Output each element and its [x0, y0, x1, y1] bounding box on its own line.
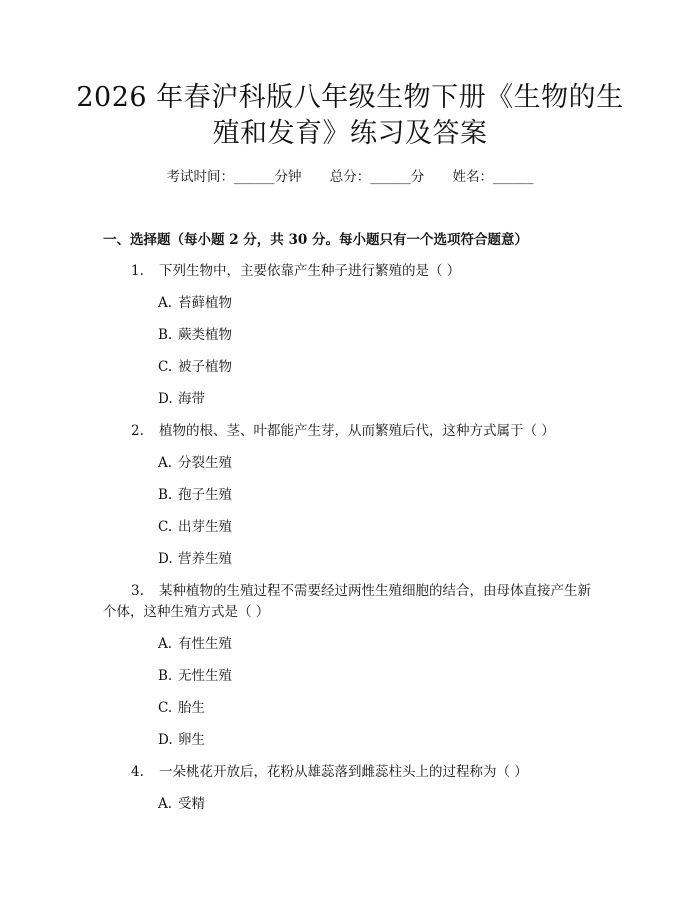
option-text: 无性生殖	[178, 668, 232, 684]
option-text: 胎生	[178, 700, 205, 716]
option-text: 分裂生殖	[178, 455, 232, 471]
option-3b	[158, 667, 232, 685]
option-3d	[158, 731, 205, 749]
option-3a	[158, 635, 232, 653]
option-2c	[158, 518, 232, 536]
option-1a	[158, 294, 232, 312]
option-text: 苔藓植物	[178, 295, 232, 311]
option-text: 出芽生殖	[178, 519, 232, 535]
question-number: 2.	[131, 423, 144, 439]
section-heading: 一、选择题（每小题 2 分，共 30 分。每小题只有一个选项符合题意）	[103, 232, 528, 248]
question-3-continued	[103, 603, 269, 621]
option-label: A.	[158, 295, 173, 311]
option-4a	[158, 795, 205, 813]
option-2a	[158, 454, 232, 472]
option-label: D.	[158, 391, 173, 407]
option-text: 有性生殖	[178, 636, 232, 652]
option-text: 蕨类植物	[178, 327, 232, 343]
question-number: 3.	[131, 583, 144, 599]
option-text: 卵生	[178, 732, 205, 748]
option-text: 孢子生殖	[178, 487, 232, 503]
question-4	[131, 763, 528, 781]
option-2d	[158, 550, 232, 568]
option-2b	[158, 486, 232, 504]
title-line-1: 2026 年春沪科版八年级生物下册《生物的生	[76, 82, 624, 113]
option-label: B.	[158, 327, 173, 343]
option-label: C.	[158, 519, 173, 535]
question-2	[131, 422, 555, 440]
option-1d	[158, 390, 205, 408]
option-text: 被子植物	[178, 359, 232, 375]
option-1c	[158, 358, 232, 376]
option-label: A.	[158, 636, 173, 652]
option-label: D.	[158, 551, 173, 567]
option-label: C.	[158, 359, 173, 375]
exam-time: 考试时间：______分钟	[166, 169, 302, 185]
question-text: 植物的根、茎、叶都能产生芽，从而繁殖后代，这种方式属于（ ）	[159, 423, 555, 439]
option-3c	[158, 699, 205, 717]
question-1	[131, 262, 460, 280]
title-line-2: 殖和发育》练习及答案	[212, 118, 488, 149]
option-label: B.	[158, 487, 173, 503]
option-1b	[158, 326, 232, 344]
option-label: B.	[158, 668, 173, 684]
exam-score: 总分：______分	[329, 169, 425, 185]
question-text: 某种植物的生殖过程不需要经过两性生殖细胞的结合，由母体直接产生新	[159, 583, 591, 599]
option-label: C.	[158, 700, 173, 716]
question-number: 1.	[131, 263, 144, 279]
question-3	[131, 582, 591, 600]
option-text: 营养生殖	[178, 551, 232, 567]
question-text: 下列生物中，主要依靠产生种子进行繁殖的是（ ）	[159, 263, 461, 279]
option-label: A.	[158, 455, 173, 471]
question-text: 一朵桃花开放后，花粉从雄蕊落到雌蕊柱头上的过程称为（ ）	[159, 764, 528, 780]
exam-info	[0, 168, 700, 186]
document-title	[60, 80, 640, 152]
question-text-continued: 个体，这种生殖方式是（ ）	[103, 604, 270, 620]
exam-name: 姓名：______	[452, 169, 534, 185]
option-text: 受精	[178, 796, 205, 812]
option-text: 海带	[178, 391, 205, 407]
question-number: 4.	[131, 764, 144, 780]
option-label: D.	[158, 732, 173, 748]
option-label: A.	[158, 796, 173, 812]
